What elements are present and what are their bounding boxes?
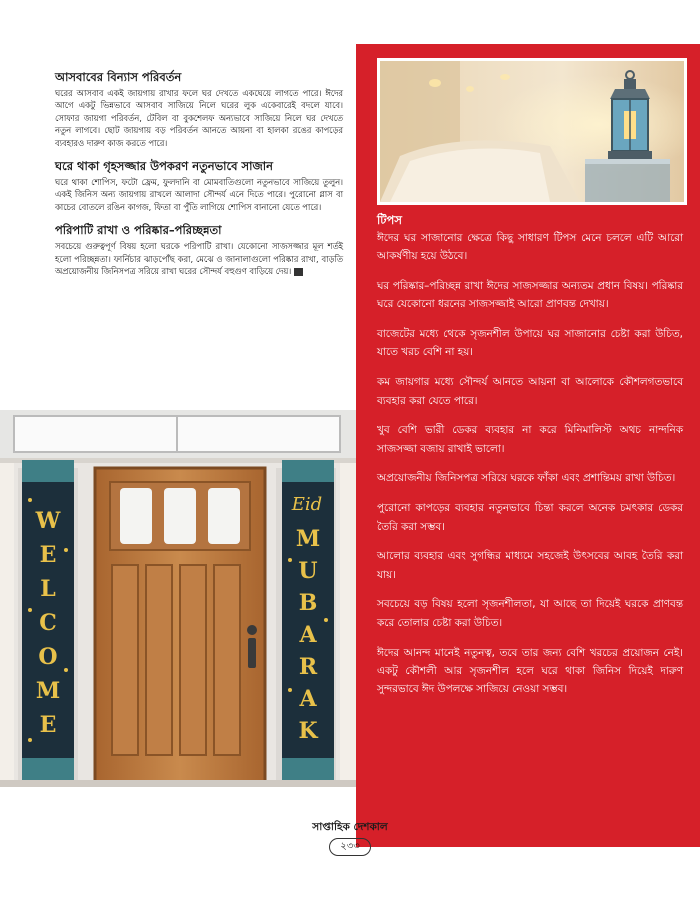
banner-letter: A [299,622,317,648]
tip-paragraph: ঘর পরিষ্কার–পরিচ্ছন্ন রাখা ঈদের সাজসজ্জার অন্যতম প্রধান বিষয়। পরিষ্কার ঘরে যেকোনো ধরনের সাজসজ্জাই আরো প্রাণবন্ত দেখায়। [377,280,683,311]
banner-letter: W [35,508,61,534]
section-heading: ঘরে থাকা গৃহসজ্জার উপকরণ নতুনভাবে সাজান [55,159,273,174]
banner-letter: M [35,678,61,704]
banner-letter: K [298,718,318,744]
eid-door-photo [0,410,356,787]
tips-box [377,213,683,710]
article-column [55,70,343,287]
tip-paragraph: ঈদের আনন্দ মানেই নতুনত্ব, তবে তার জন্য বেশি খরচের প্রয়োজন নেই। একটু কৌশলী আর সৃজনশীল হলে ঘরে থাকা জিনিস দিয়েই দারুণ সুন্দরভাবে ঈদ উপলক্ষে সাজিয়ে নেওয়া সম্ভব। [377,646,683,696]
banner-letter: O [38,644,58,670]
tip-paragraph: আলোর ব্যবহার এবং সুগন্ধির মাধ্যমে সহজেই উৎসবের আবহ তৈরি করা যায়। [377,550,683,581]
section-body: সবচেয়ে গুরুত্বপূর্ণ বিষয় হলো ঘরকে পরিপাটি রাখা। যেকোনো সাজসজ্জার মূল শর্তই হলো পরিচ্ছন্নতা। ফার্নিচার ঝাড়পোঁছ করা, মেঝে ও জানালাগুলো পরিষ্কার রাখা, বাড়তি অপ্রয়োজনীয় জিনিসপত্র সরিয়ে রাখা ঘরের সৌন্দর্য বহুগুণ বাড়িয়ে দেয়। [55,241,343,277]
end-mark-icon [294,268,303,276]
banner-letter: L [40,576,56,602]
tip-paragraph: অপ্রয়োজনীয় জিনিসপত্র সরিয়ে ঘরকে ফাঁকা এবং প্রশান্তিময় রাখা উচিত। [377,472,676,485]
section-cleanliness [55,223,343,277]
magazine-name: সাপ্তাহিক দেশকাল [312,821,388,833]
section-furniture [55,70,343,149]
tips-title: টিপস [377,213,402,227]
banner-letter: C [39,610,57,636]
lantern-photo [377,58,687,205]
lantern-scene-image [380,61,684,202]
tip-paragraph: কম জায়গার মধ্যে সৌন্দর্য আনতে আয়না বা আলোকে কৌশলগতভাবে ব্যবহার করা যেতে পারে। [377,376,683,407]
section-heading: পরিপাটি রাখা ও পরিষ্কার–পরিচ্ছন্নতা [55,223,222,238]
section-decor [55,159,343,213]
page-footer [0,820,700,856]
banner-letter: E [39,542,57,568]
tip-paragraph: বাজেটের মধ্যে থেকে সৃজনশীল উপায়ে ঘর সাজানোর চেষ্টা করা উচিত, যাতে খরচ বেশি না হয়। [377,328,683,359]
section-body: ঘরের আসবাব একই জায়গায় রাখার ফলে ঘর দেখতে একঘেয়ে লাগতে পারে। ঈদের আগে একটু ভিন্নভাবে আসবাব সাজিয়ে নিলে ঘরের লুক একেবারেই বদলে যাবে। সোফার জায়গা পরিবর্তন, টেবিল বা বুকশেলফ অন্যভাবে সাজিয়ে নিলে ঘর দেখতে নতুন লাগবে। ছোট জায়গায় বড় পরিবর্তন আনতে আয়না বা হালকা রঙের কাপড়ের ব্যবহারও দারুণ কাজ করতে পারে। [55,88,343,148]
tip-paragraph: পুরোনো কাপড়ের ব্যবহার নতুনভাবে চিন্তা করলে অনেক চমৎকার ডেকর তৈরি করা সম্ভব। [377,502,683,533]
banner-letter: M [295,526,321,552]
section-heading: আসবাবের বিন্যাস পরিবর্তন [55,70,182,84]
banner-letter: B [298,590,318,616]
banner-letter: U [298,558,318,584]
banner-letter: A [299,686,317,712]
tip-paragraph: খুব বেশি ভারী ডেকর ব্যবহার না করে মিনিমালিস্ট অথচ নান্দনিক সাজসজ্জা বজায় রাখাই ভালো। [377,424,683,455]
door-illustration [0,410,356,787]
banner-letter: R [298,654,318,680]
tip-paragraph: সবচেয়ে বড় বিষয় হলো সৃজনশীলতা, যা আছে তা দিয়েই ঘরকে প্রাণবন্ত করে তোলার চেষ্টা করা উচিত। [377,598,683,629]
section-body: ঘরে থাকা শোপিস, ফটো ফ্রেম, ফুলদানি বা মোমবাতিগুলো নতুনভাবে সাজিয়ে তুলুন। একই জিনিস অন্য জায়গায় রাখলে আলাদা সৌন্দর্য এনে দিতে পারে। পুরোনো গ্লাস বা কাচের বোতলে রঙিন কাগজ, ফিতা বা পুঁতি লাগিয়ে শোপিস বানানো যেতে পারে। [55,177,343,212]
banner-letter: E [39,712,57,738]
banner-script-text: Eid [291,494,323,515]
tip-paragraph: ঈদের ঘর সাজানোর ক্ষেত্রে কিছু সাধারণ টিপস মেনে চললে এটি আরো আকর্ষণীয় হয়ে উঠবে। [377,232,683,263]
page-number: ২৩৩ [329,838,371,856]
